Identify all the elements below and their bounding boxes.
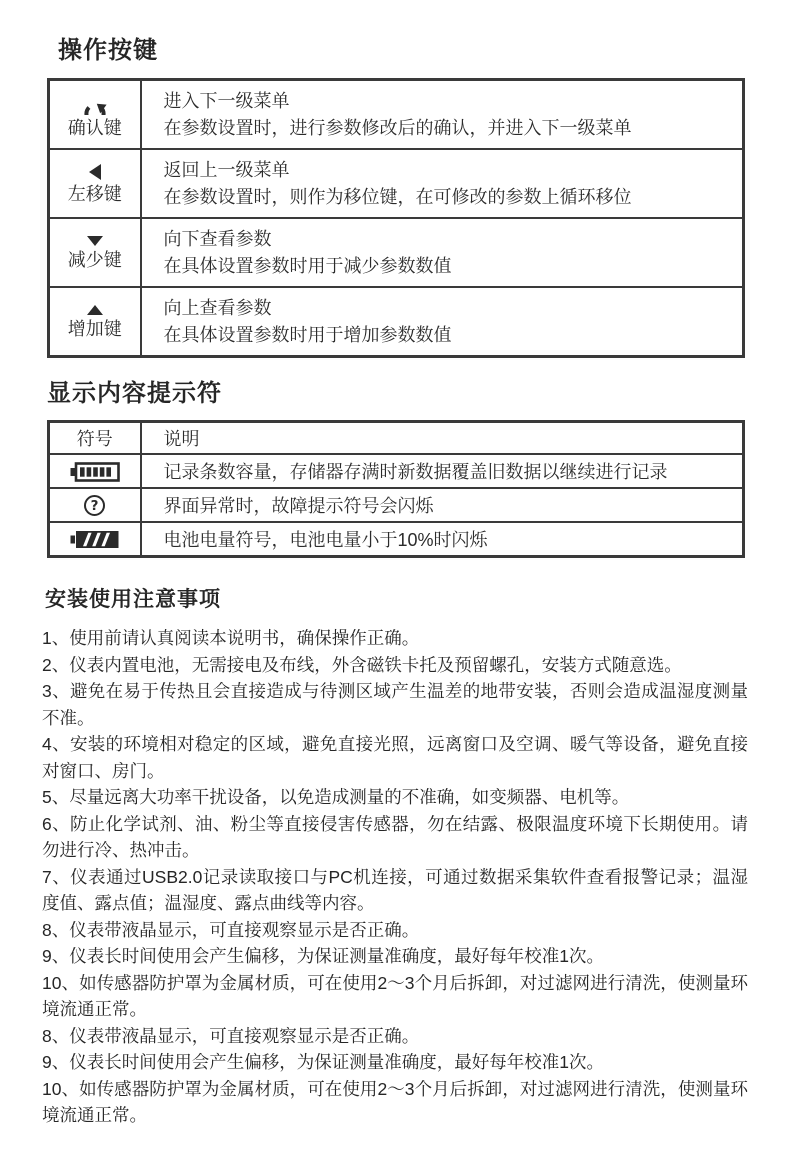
left-triangle-icon [88,163,102,181]
key-description-line: 在参数设置时，则作为移位键，在可修改的参数上循环移位 [163,186,632,207]
key-description-line: 进入下一级菜单 [163,90,290,111]
table-row [49,218,744,287]
note-item: 2、仪表内置电池，无需接电及布线，外含磁铁卡托及预留螺孔，安装方式随意选。 [42,654,682,675]
key-label: 左移键 [67,184,122,204]
table-header-row [49,422,744,455]
column-header-symbol: 符号 [49,422,141,455]
installation-notes-list [42,625,748,1129]
table-row [49,522,744,557]
key-description-line: 向上查看参数 [163,297,272,318]
down-triangle-icon [86,235,104,247]
section-title-operation-keys: 操作按键 [58,37,158,64]
indicator-table [47,420,745,558]
table-row [49,488,744,522]
section-title-display-indicators: 显示内容提示符 [47,380,222,407]
battery-level-icon [70,530,120,549]
table-row [49,80,744,150]
confirm-rotate-arrow-icon [82,91,108,115]
record-capacity-icon [70,462,120,482]
note-item: 9、仪表长时间使用会产生偏移，为保证测量准确度，最好每年校准1次。 [42,946,604,966]
note-item: 8、仪表带液晶显示，可直接观察显示是否正确。 [42,1025,420,1046]
note-item: 9、仪表长时间使用会产生偏移，为保证测量准确度，最好每年校准1次。 [42,1052,604,1072]
note-item: 1、使用前请认真阅读本说明书，确保操作正确。 [42,628,420,648]
key-label: 确认键 [67,118,122,138]
note-item: 3、避免在易于传热且会直接造成与待测区域产生温差的地带安装，否则会造成温湿度测量不准。 [42,681,748,728]
operation-keys-table [47,78,745,358]
key-label: 减少键 [67,250,122,270]
table-row [49,454,744,488]
up-triangle-icon [86,304,104,316]
section-title-installation-notes: 安装使用注意事项 [45,588,221,611]
note-item: 8、仪表带液晶显示，可直接观察显示是否正确。 [42,919,420,940]
key-description-line: 返回上一级菜单 [163,159,290,180]
table-row [49,149,744,218]
key-description-line: 在具体设置参数时用于增加参数数值 [163,324,452,345]
column-header-description: 说明 [141,422,744,455]
table-row [49,287,744,357]
indicator-description: 记录条数容量，存储器存满时新数据覆盖旧数据以继续进行记录 [141,454,744,488]
svg-text:?: ? [90,497,99,514]
key-label: 增加键 [67,319,122,339]
fault-question-icon [83,494,106,517]
note-item: 10、如传感器防护罩为金属材质，可在使用2～3个月后拆卸，对过滤网进行清洗，使测量环境流通正常。 [42,972,748,1019]
manual-page [0,30,790,1167]
note-item: 7、仪表通过USB2.0记录读取接口与PC机连接，可通过数据采集软件查看报警记录；温湿度值、露点值；温湿度、露点曲线等内容。 [42,866,748,913]
key-description-line: 向下查看参数 [163,228,272,249]
indicator-description: 界面异常时，故障提示符号会闪烁 [141,488,744,522]
note-item: 4、安装的环境相对稳定的区域，避免直接光照，远离窗口及空调、暖气等设备，避免直接对窗口、房门。 [42,734,748,781]
key-description-line: 在参数设置时，进行参数修改后的确认，并进入下一级菜单 [163,117,632,138]
indicator-description: 电池电量符号，电池电量小于10%时闪烁 [141,522,744,557]
note-item: 10、如传感器防护罩为金属材质，可在使用2～3个月后拆卸，对过滤网进行清洗，使测量环境流通正常。 [42,1078,748,1125]
note-item: 5、尽量远离大功率干扰设备，以免造成测量的不准确，如变频器、电机等。 [42,787,630,807]
note-item: 6、防止化学试剂、油、粉尘等直接侵害传感器，勿在结露、极限温度环境下长期使用。请勿进行冷、热冲击。 [42,813,748,860]
key-description-line: 在具体设置参数时用于减少参数数值 [163,255,452,276]
